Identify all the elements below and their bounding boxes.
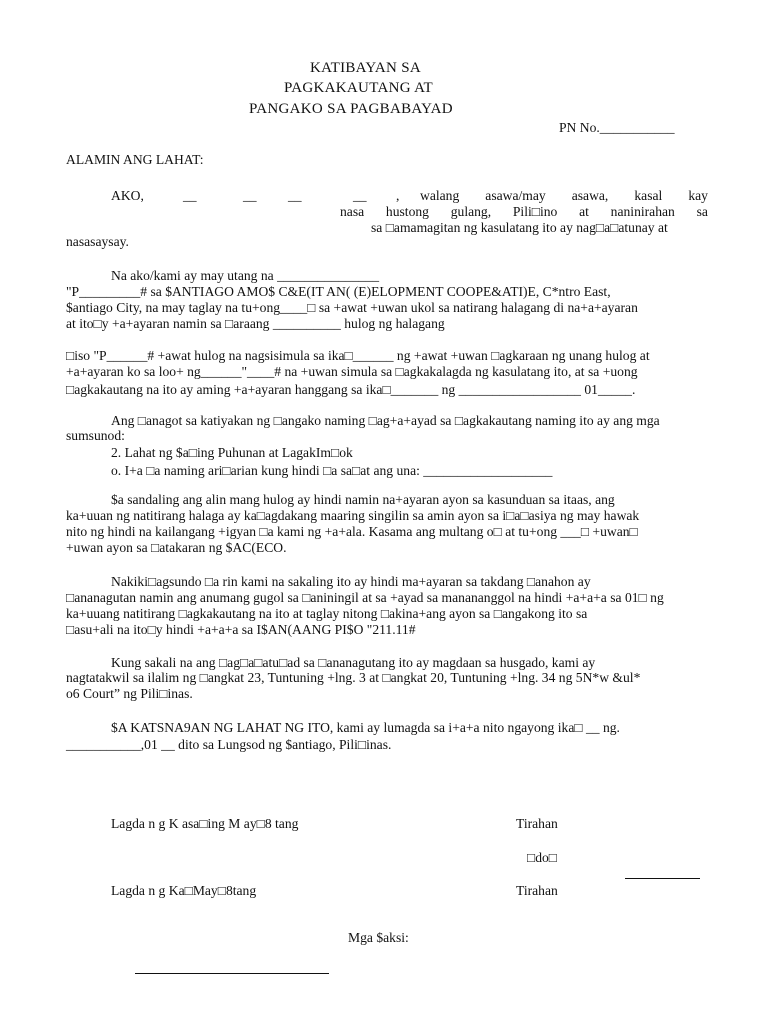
p6-line-3: ka+uuang natitirang □agkakautang na ito at taglay nitong □akina+ang ayon sa □angakong ito sa	[66, 606, 588, 621]
collateral-item-2: o. I+a □a naming ari□arian kung hindi □a sa□at ang una: ___________________	[111, 463, 553, 478]
p7-line-2: nagtatakwil sa ilalim ng □angkat 23, Tuntuning +lng. 3 at □angkat 20, Tuntuning +lng. 34 ng 5N*w &ul*	[66, 670, 641, 685]
collateral-item-1: 2. Lahat ng $a□ing Puhunan at LagakIm□ok	[111, 445, 353, 460]
p8-line-1: $A KATSNA9AN NG LAHAT NG ITO, kami ay lumagda sa i+a+a nito ngayong ika□ __ ng.	[111, 720, 620, 735]
p1-word: naninirahan	[610, 204, 675, 219]
p1-blank-1: __	[183, 188, 197, 203]
document-title-line-2: PAGKAKAUTANG AT	[284, 80, 434, 96]
p1-word: at	[579, 204, 589, 219]
p7-line-3: o6 Court” ng Pili□inas.	[66, 686, 193, 701]
p5-line-1: $a sandaling ang alin mang hulog ay hindi namin na+ayaran ayon sa kasunduan sa itaas, ang	[111, 492, 615, 507]
p1-word: sa	[696, 204, 708, 219]
p1-word: kasal	[634, 188, 663, 203]
p1-word: nasa	[340, 204, 365, 219]
p3-line-2: +a+ayaran ko sa loo+ ng______"____# na +uwan simula sa □agkakalagda ng kasulatang ito, at sa +uong	[66, 364, 638, 379]
p5-line-3: nito ng hindi na kailangang +igyan □a kami ng +a+ala. Kasama ang multang o□ at tu+ong ___□ +uwan□	[66, 524, 638, 539]
address-signature-line	[625, 878, 700, 879]
p1-word: kay	[688, 188, 708, 203]
p3-line-3: □agkakautang na ito ay aming +a+ayaran hanggang sa ika□_______ ng __________________ 01_____.	[66, 382, 636, 397]
document-title-line-1: KATIBAYAN SA	[310, 60, 421, 76]
p4-line-1: Ang □anagot sa katiyakan ng □angako naming □ag+a+ayad sa □agkakautang naming ito ay ang mga	[111, 413, 660, 428]
p2-line-1: Na ako/kami ay may utang na _______________	[111, 268, 380, 283]
p1-word: Pili□ino	[512, 204, 558, 219]
p8-line-2: ___________,01 __ dito sa Lungsod ng $antiago, Pili□inas.	[66, 737, 392, 752]
salutation: ALAMIN ANG LAHAT:	[66, 152, 204, 167]
co-borrower-signature-label: Lagda n g Ka□May□8tang	[111, 883, 257, 898]
p1-line-3: sa □amamagitan ng kasulatang ito ay nag□a□atunay at	[371, 220, 668, 235]
witness-signature-line	[135, 973, 329, 974]
p6-line-2: □ananagutan namin ang anumang gugol sa □aniningil at sa +ayad sa manananggol na hindi +a+a+a sa 01□ ng	[66, 590, 664, 605]
p1-word: gulang,	[450, 204, 492, 219]
p3-line-1: □iso "P______# +awat hulog na nagsisimula sa ika□______ ng +awat +uwan □agkaraan ng unang hulog at	[66, 348, 650, 363]
p6-line-1: Nakiki□agsundo □a rin kami na sakaling ito ay hindi ma+ayaran sa takdang □anahon ay	[111, 574, 591, 589]
p2-line-2: "P_________# sa $ANTIAGO AMO$ C&E(IT AN( (E)ELOPMENT COOPE&ATI)E, C*ntro East,	[66, 284, 611, 299]
p1-blank-2: __	[243, 188, 257, 203]
p2-line-3: $antiago City, na may taglay na tu+ong____□ sa +awat +uwan ukol sa natirang halagang di na+a+ayaran	[66, 300, 638, 315]
p1-comma: ,	[396, 188, 400, 203]
p1-line-4: nasasaysay.	[66, 234, 129, 249]
address-label-1: Tirahan	[516, 816, 558, 831]
p5-line-2: ka+uuan ng natitirang halaga ay ka□agdakang maaring singilin sa amin ayon sa i□a□asiya ng may hawak	[66, 508, 640, 523]
p2-line-4: at ito□y +a+ayaran namin sa □araang __________ hulog ng halagang	[66, 316, 445, 331]
ido-label: □do□	[527, 850, 558, 865]
p6-line-4: □asu+ali na ito□y hindi +a+a+a sa I$AN(AANG PI$O "211.11#	[66, 622, 416, 637]
witnesses-label: Mga $aksi:	[348, 930, 409, 945]
p1-word: hustong	[385, 204, 429, 219]
p1-blank-3: __	[288, 188, 302, 203]
p1-ako: AKO,	[111, 188, 144, 203]
document-title-line-3: PANGAKO SA PAGBABAYAD	[249, 101, 453, 117]
address-label-2: Tirahan	[516, 883, 558, 898]
p1-line-1-words	[420, 188, 708, 204]
p1-line-2	[340, 204, 708, 220]
pn-number-field: PN No.___________	[559, 120, 675, 135]
p1-blank-4: __	[353, 188, 367, 203]
p5-line-4: +uwan ayon sa □atakaran ng $AC(ECO.	[66, 540, 287, 555]
borrower-signature-label: Lagda n g K asa□ing M ay□8 tang	[111, 816, 299, 831]
p1-word: asawa/may	[485, 188, 546, 203]
p7-line-1: Kung sakali na ang □ag□a□atu□ad sa □ananagutang ito ay magdaan sa husgado, kami ay	[111, 655, 596, 670]
p4-line-2: sumsunod:	[66, 428, 125, 443]
p1-word: asawa,	[571, 188, 609, 203]
p1-word: walang	[420, 188, 460, 203]
